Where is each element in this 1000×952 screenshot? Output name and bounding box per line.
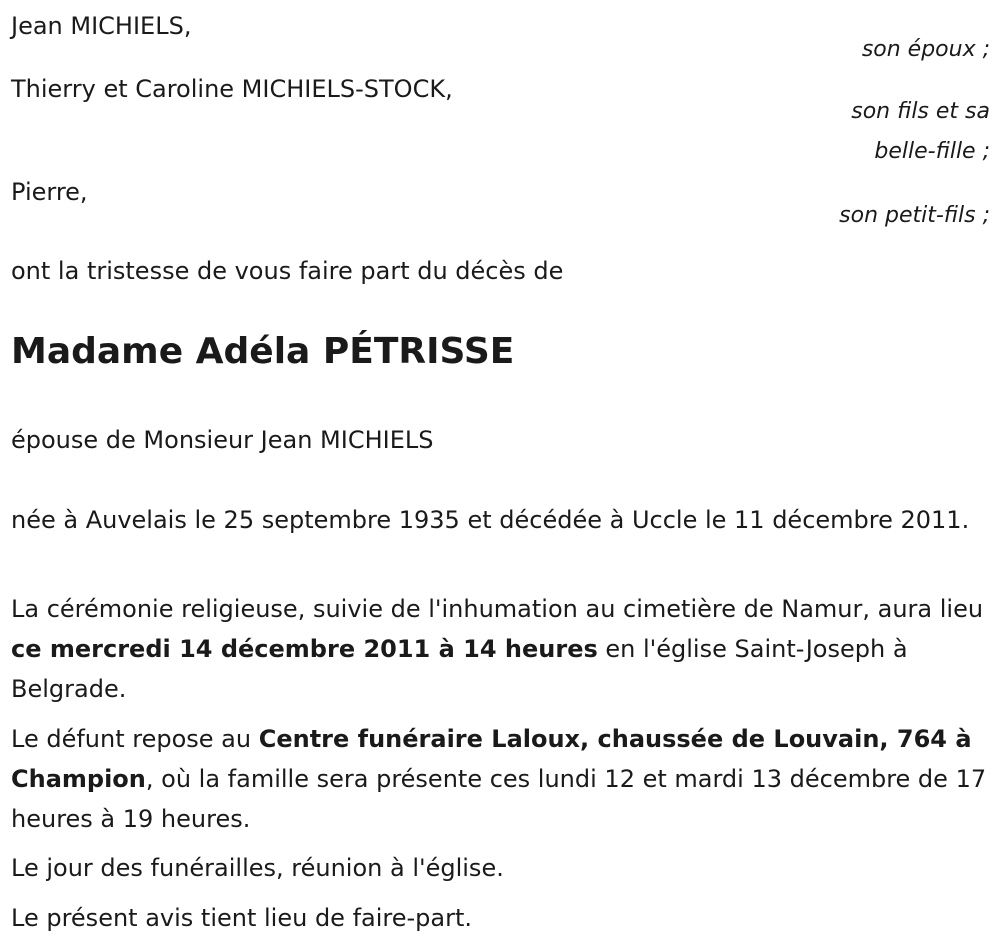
relation-line: son fils et sa <box>851 99 990 124</box>
ceremony-text <box>11 589 990 709</box>
repose-text-after: , où la famille sera présente ces lundi 12 et mardi 13 décembre de 17 heures à 19 heures. <box>11 765 987 833</box>
family-member-name: Jean MICHIELS, <box>11 12 192 40</box>
ceremony-text-after: en l'église Saint-Joseph à Belgrade. <box>11 635 908 703</box>
family-member-relation: son époux ; <box>861 37 990 62</box>
ceremony-text-before: La cérémonie religieuse, suivie de l'inhumation au cimetière de Namur, aura lieu <box>11 595 984 623</box>
ceremony-date: ce mercredi 14 décembre 2011 à 14 heures <box>11 635 598 663</box>
deceased-name: Madame Adéla PÉTRISSE <box>11 331 515 372</box>
spouse-line: épouse de Monsieur Jean MICHIELS <box>11 426 434 454</box>
family-member-name: Thierry et Caroline MICHIELS-STOCK, <box>11 75 453 103</box>
repose-text-before: Le défunt repose au <box>11 725 259 753</box>
funeral-day-text: Le jour des funérailles, réunion à l'église. <box>11 854 504 882</box>
repose-text <box>11 719 990 839</box>
family-member-relation <box>851 92 990 172</box>
notice-text: Le présent avis tient lieu de faire-part. <box>11 904 473 932</box>
family-member-name: Pierre, <box>11 178 88 206</box>
funeral-home-address: Centre funéraire Laloux, chaussée de Louvain, 764 à Champion <box>11 725 972 793</box>
birth-death-text: née à Auvelais le 25 septembre 1935 et décédée à Uccle le 11 décembre 2011. <box>11 506 970 534</box>
family-member-relation: son petit-fils ; <box>839 203 990 228</box>
announcement-text: ont la tristesse de vous faire part du décès de <box>11 257 564 285</box>
relation-line: belle-fille ; <box>874 139 990 164</box>
